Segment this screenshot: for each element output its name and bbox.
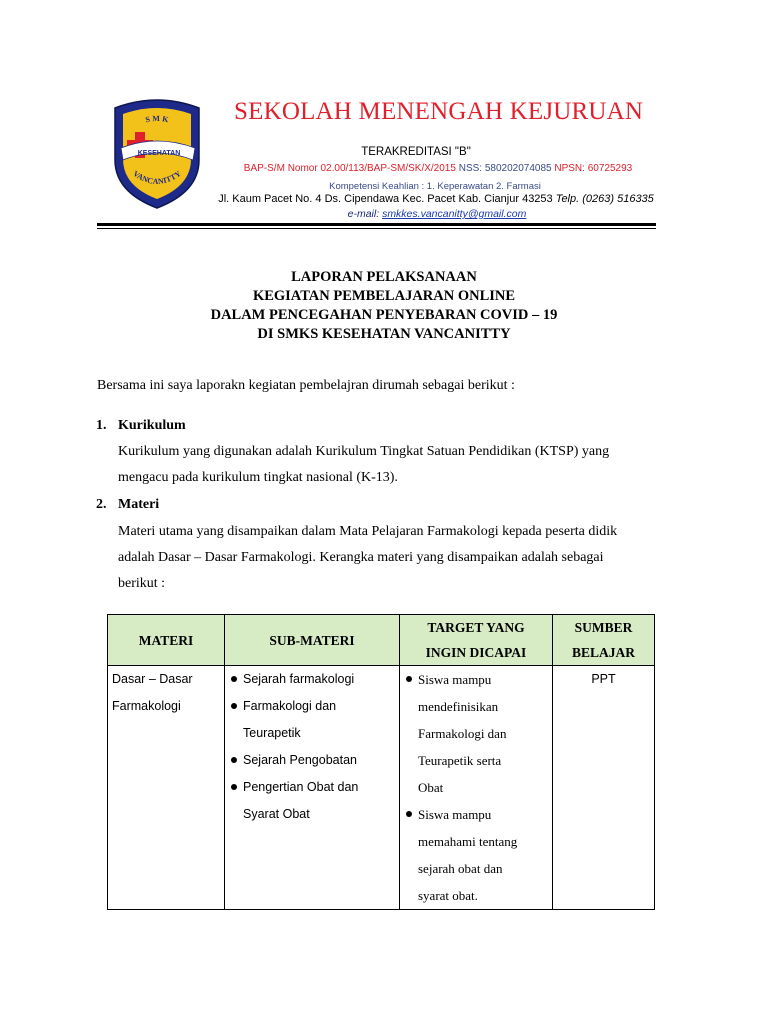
cell-sub-materi bbox=[225, 666, 400, 910]
list-item: Farmakologi dan Teurapetik bbox=[229, 693, 395, 747]
logo-arc-text: S M K bbox=[144, 113, 170, 125]
target-list bbox=[404, 666, 548, 909]
email-label: e-mail: bbox=[347, 208, 380, 220]
nss-number: NSS: 580202074085 bbox=[458, 163, 552, 174]
header-sumber-line: BELAJAR bbox=[571, 645, 635, 660]
bap-number: BAP-S/M Nomor 02.00/113/BAP-SM/SK/X/2015 bbox=[243, 163, 456, 174]
cell-target bbox=[400, 666, 553, 910]
section-1-title: Kurikulum bbox=[118, 418, 186, 433]
title-line-1: LAPORAN PELAKSANAAN bbox=[291, 269, 477, 285]
phone: Telp. (0263) 516335 bbox=[555, 193, 654, 205]
competency: Kompetensi Keahlian : 1. Keperawatan 2. Farmasi bbox=[329, 181, 541, 192]
table-header-row bbox=[108, 615, 655, 666]
npsn-number: NPSN: 60725293 bbox=[554, 163, 633, 174]
section-2-line: adalah Dasar – Dasar Farmakologi. Kerangka materi yang disampaikan adalah sebagai bbox=[118, 550, 604, 565]
cell-materi bbox=[108, 666, 225, 910]
logo-bottom-text: VANCANITTY bbox=[131, 168, 183, 187]
header-sumber-line: SUMBER bbox=[574, 620, 633, 635]
list-item: Siswa mampu mendefinisikan Farmakologi dan Teurapetik serta Obat bbox=[404, 666, 548, 801]
address-line bbox=[0, 193, 768, 205]
materi-line: Farmakologi bbox=[112, 699, 181, 713]
section-2-title: Materi bbox=[118, 497, 160, 512]
header-sumber bbox=[553, 615, 655, 666]
sub-materi-list bbox=[229, 666, 395, 828]
address: Jl. Kaum Pacet No. 4 Ds. Cipendawa Kec. Pacet Kab. Cianjur 43253 bbox=[218, 193, 553, 205]
title-line-4: DI SMKS KESEHATAN VANCANITTY bbox=[257, 326, 511, 342]
list-item: Sejarah farmakologi bbox=[229, 666, 395, 693]
section-2-number: 2. bbox=[96, 497, 107, 512]
section-1-line: Kurikulum yang digunakan adalah Kurikulum Tingkat Satuan Pendidikan (KTSP) yang bbox=[118, 444, 610, 459]
email-link[interactable]: smkkes.vancanitty@gmail.com bbox=[382, 208, 527, 220]
section-2-body bbox=[118, 519, 658, 597]
accreditation: TERAKREDITASI "B" bbox=[361, 146, 471, 158]
section-1-number: 1. bbox=[96, 418, 107, 433]
list-item: Pengertian Obat dan Syarat Obat bbox=[229, 774, 395, 828]
header-materi: MATERI bbox=[108, 615, 225, 666]
title-line-2: KEGIATAN PEMBELAJARAN ONLINE bbox=[252, 288, 516, 304]
table-row bbox=[108, 666, 655, 910]
header-target bbox=[400, 615, 553, 666]
section-2-line: berikut : bbox=[118, 576, 166, 591]
email-line bbox=[0, 208, 768, 220]
list-item: Sejarah Pengobatan bbox=[229, 747, 395, 774]
header-sub-materi: SUB-MATERI bbox=[225, 615, 400, 666]
intro-text: Bersama ini saya laporakn kegiatan pembelajran dirumah sebagai berikut : bbox=[97, 378, 515, 393]
cell-sumber: PPT bbox=[553, 666, 655, 910]
report-title bbox=[0, 268, 768, 344]
materi-table bbox=[107, 614, 655, 910]
school-name: SEKOLAH MENENGAH KEJURUAN bbox=[234, 98, 644, 125]
section-2-line: Materi utama yang disampaikan dalam Mata Pelajaran Farmakologi kepada peserta didik bbox=[118, 524, 618, 539]
section-1-body bbox=[118, 439, 658, 491]
registration-line bbox=[0, 163, 768, 174]
header-target-line: TARGET YANG bbox=[427, 620, 525, 635]
materi-line: Dasar – Dasar bbox=[112, 672, 193, 686]
logo-ribbon-text: KESEHATAN bbox=[137, 150, 181, 157]
section-1-line: mengacu pada kurikulum tingkat nasional (K-13). bbox=[118, 470, 398, 485]
letterhead-divider-thick bbox=[97, 223, 656, 226]
letterhead-divider-thin bbox=[97, 228, 656, 229]
title-line-3: DALAM PENCEGAHAN PENYEBARAN COVID – 19 bbox=[210, 307, 558, 323]
header-target-line: INGIN DICAPAI bbox=[425, 645, 527, 660]
list-item: Siswa mampu memahami tentang sejarah obat dan syarat obat. bbox=[404, 801, 548, 909]
